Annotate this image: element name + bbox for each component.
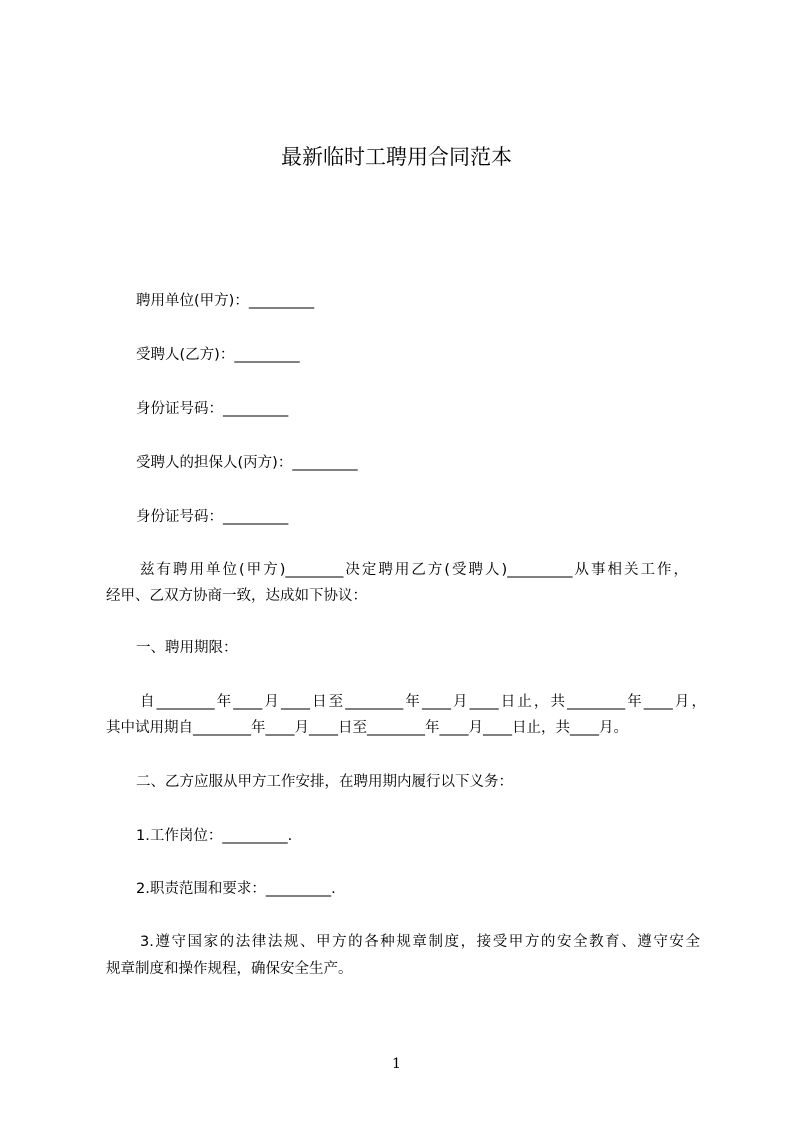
employee-id-field: 身份证号码：_________ bbox=[136, 401, 289, 417]
section-2-heading: 二、乙方应服从甲方工作安排，在聘用期内履行以下义务： bbox=[136, 774, 513, 790]
document-title: 最新临时工聘用合同范本 bbox=[281, 145, 512, 169]
section-1-line-1: 自________年____月____日至________年____月____日止，共________年____月， bbox=[140, 694, 706, 710]
section-2-item-2: 2.职责范围和要求：_________. bbox=[136, 881, 336, 897]
guarantor-field: 受聘人的担保人(丙方)：_________ bbox=[136, 455, 358, 471]
guarantor-id-field: 身份证号码：_________ bbox=[136, 509, 289, 525]
section-2-item-3-line-1: 3.遵守国家的法律法规、甲方的各种规章制度，接受甲方的安全教育、遵守安全 bbox=[140, 934, 700, 950]
section-1-line-2: 其中试用期自________年____月____日至________年____月____日止，共____月。 bbox=[106, 720, 628, 736]
intro-line-1: 兹有聘用单位(甲方)________决定聘用乙方(受聘人)_________从事相关工作， bbox=[140, 562, 688, 578]
employer-field: 聘用单位(甲方)：_________ bbox=[136, 293, 315, 309]
intro-line-2: 经甲、乙双方协商一致，达成如下协议： bbox=[106, 588, 367, 604]
section-1-heading: 一、聘用期限： bbox=[136, 640, 238, 656]
section-2-item-1: 1.工作岗位：_________. bbox=[136, 828, 293, 844]
employee-field: 受聘人(乙方)：_________ bbox=[136, 347, 300, 363]
section-2-item-3-line-2: 规章制度和操作规程，确保安全生产。 bbox=[106, 961, 353, 977]
page-number: 1 bbox=[392, 1056, 401, 1072]
